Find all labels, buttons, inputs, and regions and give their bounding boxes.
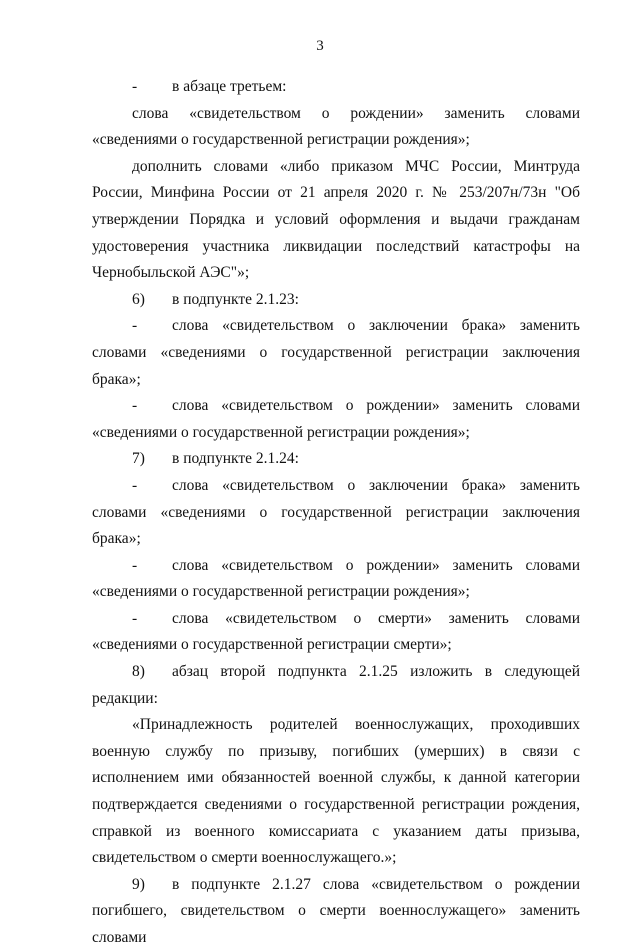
paragraph-text: слова «свидетельством о смерти» заменить словами «сведениями о государственной регистрации смерти»; — [92, 609, 580, 654]
list-marker: - — [132, 609, 138, 627]
list-item — [92, 393, 580, 446]
paragraph-text: в подпункте 2.1.24: — [172, 450, 299, 468]
quoted-paragraph: «Принадлежность родителей военнослужащих, проходивших военную службу по призыву, погибших (умерших) в связи с исполнением ими обязанностей военной службы, к данной категории подтверждается сведениями о государственной регистрации рождения, справкой из военного комиссариата с указанием даты призыва, свидетельством о смерти военнослужащего.»; — [92, 716, 580, 867]
list-item — [92, 606, 580, 659]
paragraph: дополнить словами «либо приказом МЧС России, Минтруда России, Минфина России от 21 апреля 2020 г. № 253/207н/73н "Об утверждении Порядка и условий оформления и выдачи гражданам удостоверения участника ликвидации последствий катастрофы на Чернобыльской АЭС"»; — [92, 157, 580, 282]
list-marker: - — [132, 556, 138, 574]
list-marker: 6) — [132, 290, 145, 308]
list-marker: 7) — [132, 450, 145, 468]
list-item — [92, 446, 580, 473]
list-item — [92, 313, 580, 393]
paragraph-text: в подпункте 2.1.27 слова «свидетельством о рождении погибшего, свидетельством о смерти военнослужащего» заменить словами — [92, 875, 580, 946]
list-item — [92, 872, 580, 952]
list-marker: - — [132, 476, 138, 494]
list-item — [92, 473, 580, 553]
paragraph-text: слова «свидетельством о рождении» заменить словами «сведениями о государственной регистрации рождения»; — [92, 556, 580, 601]
list-marker: - — [132, 317, 138, 335]
list-item — [92, 287, 580, 314]
list-item — [92, 74, 580, 101]
paragraph-text: абзац второй подпункта 2.1.25 изложить в следующей редакции: — [92, 663, 580, 707]
list-item — [92, 553, 580, 606]
list-marker: - — [132, 78, 138, 95]
paragraph-text: в абзаце третьем: — [172, 78, 287, 95]
paragraph: слова «свидетельством о рождении» заменить словами «сведениями о государственной регистрации рождения»; — [92, 104, 580, 149]
document-body — [92, 74, 580, 952]
list-item — [92, 659, 580, 712]
paragraph-text: слова «свидетельством о заключении брака» заменить словами «сведениями о государственной регистрации заключения брака»; — [92, 476, 580, 548]
list-marker: 9) — [132, 875, 145, 893]
paragraph-text: в подпункте 2.1.23: — [172, 290, 299, 308]
paragraph-text: слова «свидетельством о рождении» заменить словами «сведениями о государственной регистрации рождения»; — [92, 397, 580, 441]
list-marker: - — [132, 397, 138, 415]
paragraph-text: слова «свидетельством о заключении брака» заменить словами «сведениями о государственной регистрации заключения брака»; — [92, 317, 580, 388]
list-marker: 8) — [132, 663, 145, 681]
page-number: 3 — [316, 38, 324, 54]
